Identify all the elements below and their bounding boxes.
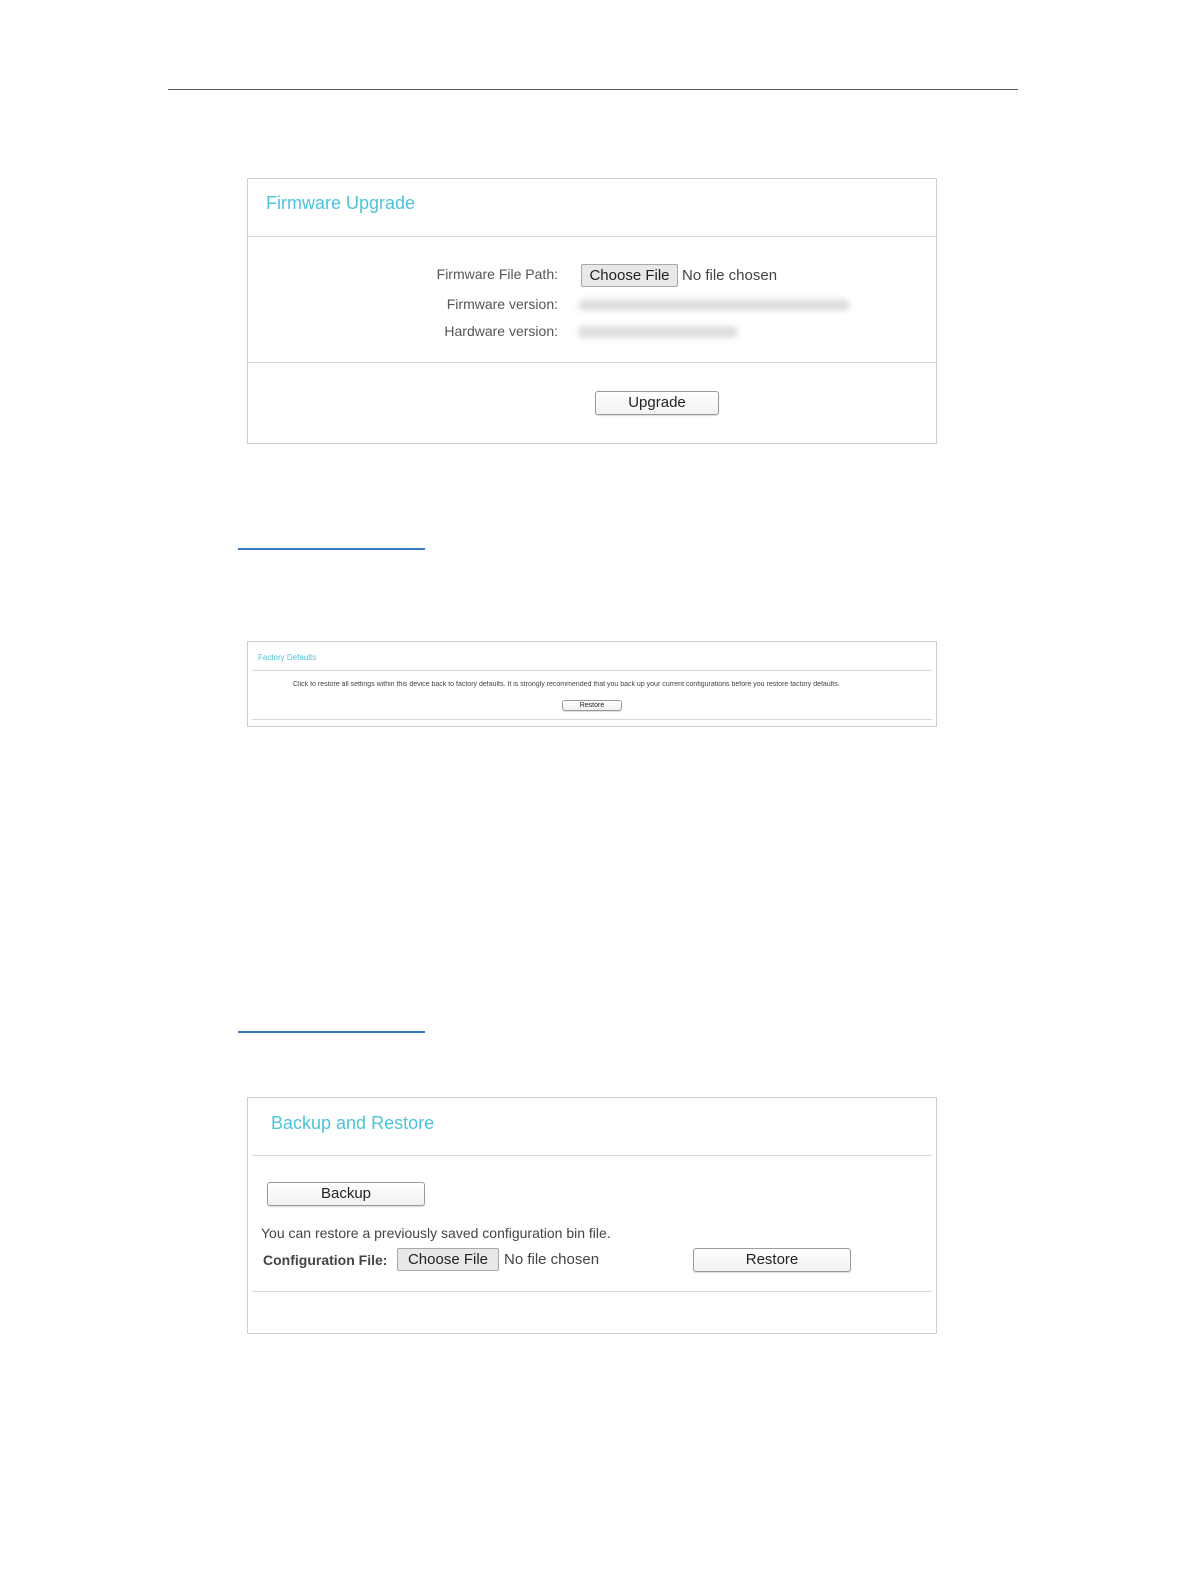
divider [252, 1291, 932, 1292]
section-link-underline [238, 548, 425, 550]
divider [252, 719, 932, 720]
firmware-version-label: Firmware version: [446, 296, 558, 312]
backup-restore-title: Backup and Restore [271, 1113, 435, 1133]
divider [252, 1155, 932, 1156]
firmware-file-path-label: Firmware File Path: [436, 266, 558, 282]
configuration-file-label: Configuration File: [263, 1252, 388, 1268]
firmware-upgrade-panel [247, 178, 937, 444]
factory-restore-button[interactable]: Restore [562, 700, 622, 711]
backup-button[interactable]: Backup [267, 1182, 425, 1206]
hardware-version-label: Hardware version: [444, 323, 558, 339]
choose-config-file-button[interactable]: Choose File [397, 1248, 499, 1271]
firmware-upgrade-title: Firmware Upgrade [266, 193, 416, 213]
divider [252, 670, 932, 671]
config-restore-button[interactable]: Restore [693, 1248, 851, 1272]
page-header-rule [168, 89, 1018, 90]
divider [248, 236, 936, 237]
factory-defaults-description: Click to restore all settings within this device back to factory defaults. It is strongly recommended that you back up your current configurations before you restore factory defaults. [293, 681, 840, 688]
divider [248, 362, 936, 363]
firmware-file-status: No file chosen [682, 267, 778, 284]
backup-restore-panel [247, 1097, 937, 1334]
factory-defaults-panel [247, 641, 937, 727]
hardware-version-value-redacted [578, 326, 738, 338]
firmware-version-value-redacted [578, 299, 850, 311]
section-link-underline [238, 1031, 425, 1033]
upgrade-button[interactable]: Upgrade [595, 391, 719, 415]
restore-hint-text: You can restore a previously saved configuration bin file. [261, 1225, 611, 1241]
factory-defaults-title: Factory Defaults [258, 653, 317, 662]
config-file-status: No file chosen [504, 1251, 600, 1268]
choose-firmware-file-button[interactable]: Choose File [581, 264, 678, 287]
